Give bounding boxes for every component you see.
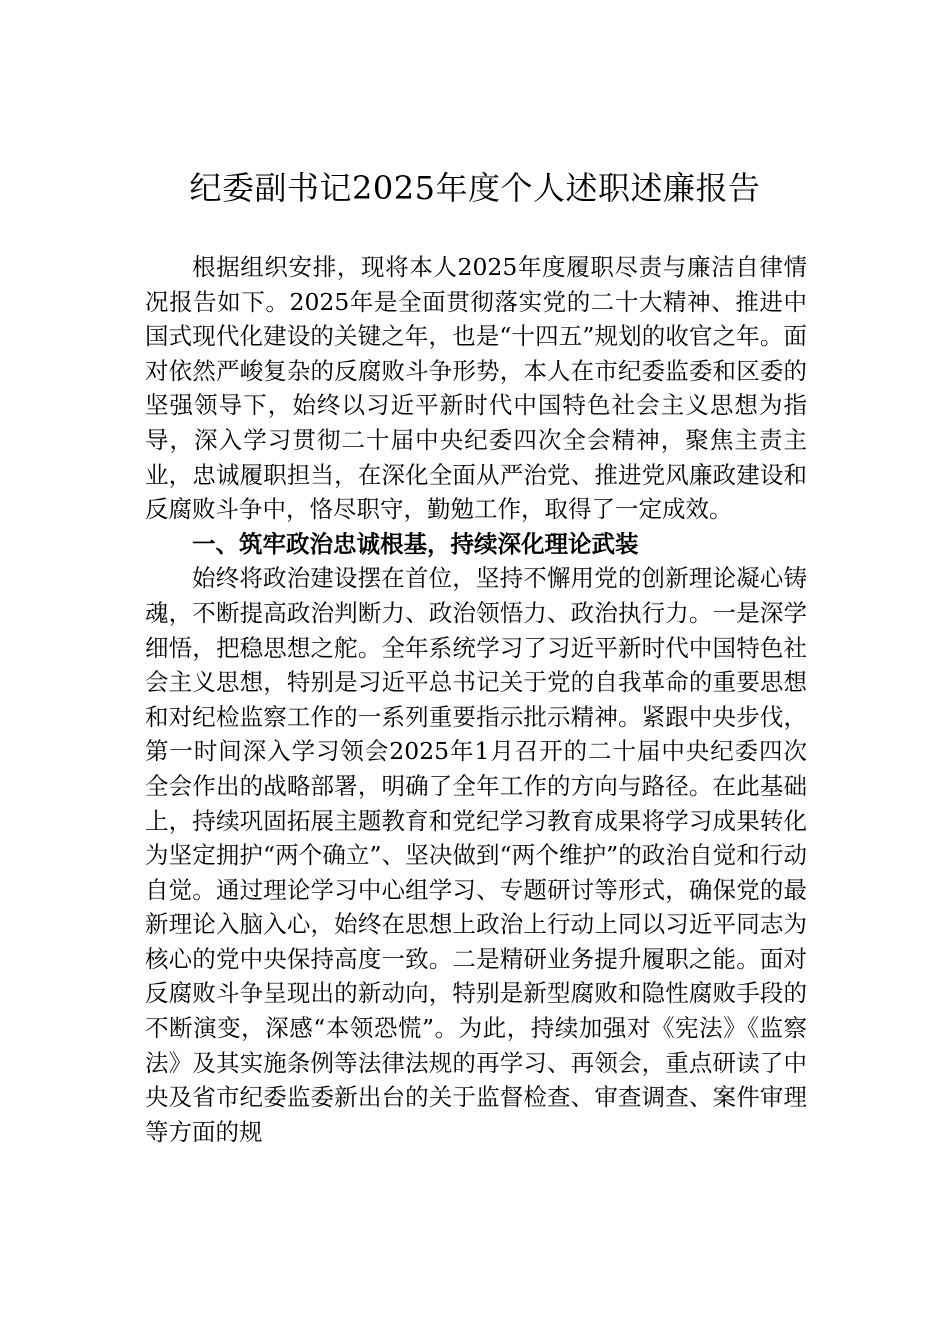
document-body (145, 250, 807, 1149)
intro-paragraph: 根据组织安排，现将本人2025年度履职尽责与廉洁自律情况报告如下。2025年是全面贯彻落实党的二十大精神、推进中国式现代化建设的关键之年，也是“十四五”规划的收官之年。面对依然严峻复杂的反腐败斗争形势，本人在市纪委监委和区委的坚强领导下，始终以习近平新时代中国特色社会主义思想为指导，深入学习贯彻二十届中央纪委四次全会精神，聚焦主责主业，忠诚履职担当，在深化全面从严治党、推进党风廉政建设和反腐败斗争中，恪尽职守，勤勉工作，取得了一定成效。 (145, 253, 807, 524)
section-1-paragraph: 始终将政治建设摆在首位，坚持不懈用党的创新理论凝心铸魂，不断提高政治判断力、政治领悟力、政治执行力。一是深学细悟，把稳思想之舵。全年系统学习了习近平新时代中国特色社会主义思想，特别是习近平总书记关于党的自我革命的重要思想和对纪检监察工作的一系列重要指示批示精神。紧跟中央步伐，第一时间深入学习领会2025年1月召开的二十届中央纪委四次全会作出的战略部署，明确了全年工作的方向与路径。在此基础上，持续巩固拓展主题教育和党纪学习教育成果将学习成果转化为坚定拥护“两个确立”、坚决做到“两个维护”的政治自觉和行动自觉。通过理论学习中心组学习、专题研讨等形式，确保党的最新理论入脑入心，始终在思想上政治上行动上同以习近平同志为核心的党中央保持高度一致。二是精研业务提升履职之能。面对反腐败斗争呈现出的新动向，特别是新型腐败和隐性腐败手段的不断演变，深感“本领恐慌”。为此，持续加强对《宪法》《监察法》及其实施条例等法律法规的再学习、再领会，重点研读了中央及省市纪委监委新出台的关于监督检查、审查调查、案件审理等方面的规 (145, 564, 807, 1146)
document-title: 纪委副书记2025年度个人述职述廉报告 (189, 169, 761, 207)
section-1-heading: 一、筑牢政治忠诚根基，持续深化理论武装 (192, 529, 639, 558)
